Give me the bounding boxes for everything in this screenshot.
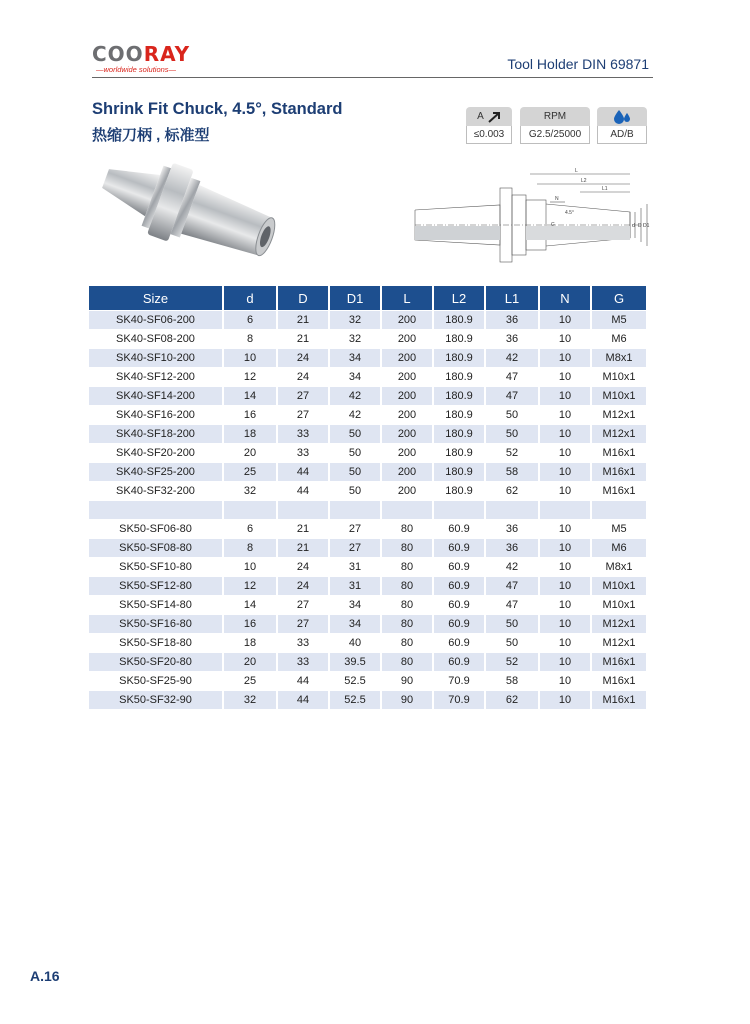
dim-label-angle: 4.5° bbox=[565, 210, 574, 216]
page-number: A.16 bbox=[30, 968, 60, 984]
table-cell: 80 bbox=[381, 596, 433, 615]
table-cell: 18 bbox=[223, 425, 277, 444]
table-cell: M16x1 bbox=[591, 691, 646, 710]
rpm-label: RPM bbox=[520, 107, 590, 126]
table-cell: SK40-SF12-200 bbox=[89, 368, 223, 387]
dim-label-L1: L1 bbox=[602, 186, 608, 192]
table-cell: 12 bbox=[223, 577, 277, 596]
table-cell: SK50-SF10-80 bbox=[89, 558, 223, 577]
table-cell: 10 bbox=[223, 349, 277, 368]
arrow-up-right-icon bbox=[487, 111, 501, 123]
table-cell: 34 bbox=[329, 596, 381, 615]
product-title: Shrink Fit Chuck, 4.5°, Standard bbox=[92, 100, 343, 118]
accuracy-value: ≤0.003 bbox=[466, 126, 512, 144]
table-cell: SK40-SF20-200 bbox=[89, 444, 223, 463]
table-cell: 27 bbox=[277, 406, 329, 425]
table-cell bbox=[329, 501, 381, 520]
table-cell: 50 bbox=[329, 463, 381, 482]
table-cell: 33 bbox=[277, 425, 329, 444]
table-cell: 80 bbox=[381, 615, 433, 634]
table-row bbox=[89, 653, 646, 672]
table-cell: 24 bbox=[277, 577, 329, 596]
table-cell: 10 bbox=[539, 425, 591, 444]
table-row bbox=[89, 349, 646, 368]
table-cell: SK40-SF14-200 bbox=[89, 387, 223, 406]
logo-tagline: —worldwide solutions— bbox=[96, 65, 177, 74]
table-cell: 42 bbox=[329, 406, 381, 425]
table-row bbox=[89, 330, 646, 349]
table-cell: 31 bbox=[329, 558, 381, 577]
table-cell: 21 bbox=[277, 520, 329, 539]
table-cell: 80 bbox=[381, 634, 433, 653]
table-cell: 47 bbox=[485, 387, 539, 406]
table-cell: 44 bbox=[277, 672, 329, 691]
accuracy-spec bbox=[466, 107, 512, 144]
table-cell: 10 bbox=[539, 463, 591, 482]
table-cell: 62 bbox=[485, 691, 539, 710]
table-cell: 24 bbox=[277, 368, 329, 387]
table-cell: 10 bbox=[539, 330, 591, 349]
table-cell: SK40-SF08-200 bbox=[89, 330, 223, 349]
logo-text-suffix: RAY bbox=[143, 42, 191, 66]
table-cell: 52 bbox=[485, 444, 539, 463]
table-cell: 25 bbox=[223, 463, 277, 482]
table-cell: 200 bbox=[381, 368, 433, 387]
table-cell: 60.9 bbox=[433, 653, 485, 672]
dim-label-L2: L2 bbox=[581, 178, 587, 184]
table-cell: M16x1 bbox=[591, 482, 646, 501]
table-cell bbox=[591, 501, 646, 520]
table-cell bbox=[277, 501, 329, 520]
table-cell: 34 bbox=[329, 349, 381, 368]
table-cell: SK50-SF12-80 bbox=[89, 577, 223, 596]
table-cell: 47 bbox=[485, 368, 539, 387]
table-row bbox=[89, 482, 646, 501]
table-cell: M12x1 bbox=[591, 615, 646, 634]
table-row bbox=[89, 425, 646, 444]
table-cell: 42 bbox=[485, 349, 539, 368]
table-cell: 20 bbox=[223, 444, 277, 463]
table-row bbox=[89, 368, 646, 387]
table-cell: 36 bbox=[485, 520, 539, 539]
table-cell: 200 bbox=[381, 330, 433, 349]
dimension-table bbox=[89, 286, 646, 709]
dim-label-N: N bbox=[555, 196, 559, 202]
table-cell: 180.9 bbox=[433, 444, 485, 463]
table-row bbox=[89, 672, 646, 691]
table-cell: M6 bbox=[591, 539, 646, 558]
table-cell: 60.9 bbox=[433, 596, 485, 615]
table-cell: 50 bbox=[485, 615, 539, 634]
table-cell: 180.9 bbox=[433, 330, 485, 349]
table-cell: 60.9 bbox=[433, 577, 485, 596]
coolant-drops-icon bbox=[613, 109, 631, 124]
table-cell: M12x1 bbox=[591, 406, 646, 425]
table-cell: 27 bbox=[277, 387, 329, 406]
table-cell: 24 bbox=[277, 349, 329, 368]
table-cell: 80 bbox=[381, 653, 433, 672]
table-cell: M10x1 bbox=[591, 596, 646, 615]
table-cell: 80 bbox=[381, 539, 433, 558]
table-cell: 180.9 bbox=[433, 482, 485, 501]
table-cell: 24 bbox=[277, 558, 329, 577]
table-cell: 27 bbox=[329, 520, 381, 539]
table-cell: 180.9 bbox=[433, 425, 485, 444]
table-cell: 36 bbox=[485, 330, 539, 349]
column-header: L1 bbox=[485, 286, 539, 311]
table-cell: 180.9 bbox=[433, 311, 485, 330]
table-row bbox=[89, 520, 646, 539]
table-cell: 47 bbox=[485, 577, 539, 596]
table-cell: 58 bbox=[485, 672, 539, 691]
table-cell: 44 bbox=[277, 691, 329, 710]
table-cell bbox=[539, 501, 591, 520]
table-row bbox=[89, 634, 646, 653]
table-cell: 34 bbox=[329, 368, 381, 387]
table-cell: SK50-SF20-80 bbox=[89, 653, 223, 672]
table-cell: 10 bbox=[539, 558, 591, 577]
table-cell: 200 bbox=[381, 349, 433, 368]
dim-label-D1: D1 bbox=[643, 223, 650, 229]
table-cell: SK40-SF25-200 bbox=[89, 463, 223, 482]
table-row bbox=[89, 539, 646, 558]
table-cell: 10 bbox=[539, 596, 591, 615]
column-header: D1 bbox=[329, 286, 381, 311]
table-cell: 50 bbox=[329, 482, 381, 501]
table-cell: 10 bbox=[539, 539, 591, 558]
dim-label-D: D bbox=[638, 223, 642, 229]
table-cell: 70.9 bbox=[433, 691, 485, 710]
table-cell: M5 bbox=[591, 311, 646, 330]
table-cell: 10 bbox=[539, 444, 591, 463]
table-cell: SK40-SF18-200 bbox=[89, 425, 223, 444]
table-cell: 90 bbox=[381, 672, 433, 691]
table-cell: 10 bbox=[539, 520, 591, 539]
table-cell bbox=[89, 501, 223, 520]
table-header-row bbox=[89, 286, 646, 311]
dim-label-L: L bbox=[575, 168, 578, 174]
table-cell: 58 bbox=[485, 463, 539, 482]
table-cell: 50 bbox=[485, 425, 539, 444]
table-row bbox=[89, 463, 646, 482]
table-cell: SK50-SF18-80 bbox=[89, 634, 223, 653]
table-cell: 10 bbox=[539, 691, 591, 710]
table-row bbox=[89, 387, 646, 406]
table-cell: 180.9 bbox=[433, 463, 485, 482]
table-cell: 10 bbox=[539, 311, 591, 330]
table-cell: 10 bbox=[539, 672, 591, 691]
table-cell: 180.9 bbox=[433, 387, 485, 406]
table-cell: 70.9 bbox=[433, 672, 485, 691]
table-cell: 27 bbox=[329, 539, 381, 558]
technical-drawing bbox=[405, 160, 650, 278]
column-header: N bbox=[539, 286, 591, 311]
table-cell: 10 bbox=[539, 634, 591, 653]
column-header: L2 bbox=[433, 286, 485, 311]
table-cell: 200 bbox=[381, 406, 433, 425]
table-cell: 80 bbox=[381, 558, 433, 577]
table-cell: 32 bbox=[329, 330, 381, 349]
table-cell: 80 bbox=[381, 577, 433, 596]
table-row bbox=[89, 311, 646, 330]
table-cell: 6 bbox=[223, 311, 277, 330]
table-cell: M16x1 bbox=[591, 444, 646, 463]
product-photo bbox=[92, 150, 307, 280]
table-cell: 180.9 bbox=[433, 406, 485, 425]
table-row bbox=[89, 444, 646, 463]
table-cell: 33 bbox=[277, 634, 329, 653]
table-cell: 27 bbox=[277, 615, 329, 634]
table-cell: SK50-SF06-80 bbox=[89, 520, 223, 539]
table-cell: SK40-SF10-200 bbox=[89, 349, 223, 368]
table-cell: 33 bbox=[277, 653, 329, 672]
table-cell: 39.5 bbox=[329, 653, 381, 672]
table-cell: M5 bbox=[591, 520, 646, 539]
coolant-value: AD/B bbox=[597, 126, 647, 144]
table-cell: 60.9 bbox=[433, 615, 485, 634]
table-cell: 32 bbox=[223, 482, 277, 501]
table-cell: 18 bbox=[223, 634, 277, 653]
table-cell: 36 bbox=[485, 311, 539, 330]
table-cell bbox=[485, 501, 539, 520]
table-cell: M6 bbox=[591, 330, 646, 349]
table-cell: 27 bbox=[277, 596, 329, 615]
column-header: Size bbox=[89, 286, 223, 311]
table-row bbox=[89, 558, 646, 577]
table-cell: 33 bbox=[277, 444, 329, 463]
table-cell: 52.5 bbox=[329, 691, 381, 710]
table-cell: 21 bbox=[277, 330, 329, 349]
table-cell: 10 bbox=[539, 387, 591, 406]
header-divider bbox=[92, 77, 653, 78]
table-cell: 200 bbox=[381, 425, 433, 444]
table-cell: 10 bbox=[539, 368, 591, 387]
table-cell: 8 bbox=[223, 539, 277, 558]
table-cell: 10 bbox=[539, 349, 591, 368]
table-cell: 62 bbox=[485, 482, 539, 501]
table-cell: 200 bbox=[381, 311, 433, 330]
table-cell: M16x1 bbox=[591, 463, 646, 482]
table-cell: 10 bbox=[539, 406, 591, 425]
table-cell: 21 bbox=[277, 539, 329, 558]
table-cell: 10 bbox=[539, 653, 591, 672]
table-cell: 50 bbox=[329, 444, 381, 463]
table-cell: 200 bbox=[381, 482, 433, 501]
table-cell: 180.9 bbox=[433, 368, 485, 387]
table-cell: 34 bbox=[329, 615, 381, 634]
table-cell: 16 bbox=[223, 615, 277, 634]
table-cell: 60.9 bbox=[433, 634, 485, 653]
company-logo bbox=[92, 44, 212, 74]
table-cell: 44 bbox=[277, 463, 329, 482]
coolant-spec bbox=[597, 107, 647, 144]
table-cell: 80 bbox=[381, 520, 433, 539]
table-cell: 25 bbox=[223, 672, 277, 691]
table-cell: SK40-SF32-200 bbox=[89, 482, 223, 501]
table-cell: 10 bbox=[223, 558, 277, 577]
table-cell: 47 bbox=[485, 596, 539, 615]
column-header: d bbox=[223, 286, 277, 311]
table-cell: 31 bbox=[329, 577, 381, 596]
table-row bbox=[89, 577, 646, 596]
table-cell: 60.9 bbox=[433, 520, 485, 539]
table-cell: 42 bbox=[329, 387, 381, 406]
table-cell: 60.9 bbox=[433, 558, 485, 577]
table-cell: SK50-SF08-80 bbox=[89, 539, 223, 558]
table-cell: 200 bbox=[381, 387, 433, 406]
table-row bbox=[89, 596, 646, 615]
table-row bbox=[89, 691, 646, 710]
table-cell: 50 bbox=[485, 634, 539, 653]
table-cell: 180.9 bbox=[433, 349, 485, 368]
table-cell: M16x1 bbox=[591, 672, 646, 691]
table-cell: 52 bbox=[485, 653, 539, 672]
table-cell bbox=[223, 501, 277, 520]
table-cell: 40 bbox=[329, 634, 381, 653]
table-cell: SK50-SF25-90 bbox=[89, 672, 223, 691]
table-cell: SK40-SF06-200 bbox=[89, 311, 223, 330]
table-cell: M12x1 bbox=[591, 425, 646, 444]
table-cell: 200 bbox=[381, 463, 433, 482]
table-row bbox=[89, 406, 646, 425]
dim-label-d: d bbox=[632, 223, 635, 229]
table-cell: 10 bbox=[539, 615, 591, 634]
table-row bbox=[89, 615, 646, 634]
table-cell: 20 bbox=[223, 653, 277, 672]
column-header: L bbox=[381, 286, 433, 311]
table-cell: 21 bbox=[277, 311, 329, 330]
dim-label-G: G bbox=[551, 222, 555, 228]
table-cell: M16x1 bbox=[591, 653, 646, 672]
table-cell: M10x1 bbox=[591, 387, 646, 406]
table-cell: 42 bbox=[485, 558, 539, 577]
table-cell: 14 bbox=[223, 387, 277, 406]
table-cell: 8 bbox=[223, 330, 277, 349]
logo-text-prefix: COO bbox=[92, 42, 144, 66]
accuracy-label: A bbox=[477, 111, 484, 122]
product-title-chinese: 热缩刀柄 , 标准型 bbox=[92, 127, 210, 144]
column-header: D bbox=[277, 286, 329, 311]
table-cell bbox=[381, 501, 433, 520]
table-cell: M10x1 bbox=[591, 577, 646, 596]
table-cell: 200 bbox=[381, 444, 433, 463]
table-cell: 10 bbox=[539, 482, 591, 501]
table-cell: 12 bbox=[223, 368, 277, 387]
table-cell bbox=[433, 501, 485, 520]
table-cell: 60.9 bbox=[433, 539, 485, 558]
table-cell: 50 bbox=[485, 406, 539, 425]
table-row bbox=[89, 501, 646, 520]
rpm-spec bbox=[520, 107, 590, 144]
table-cell: 16 bbox=[223, 406, 277, 425]
table-cell: M10x1 bbox=[591, 368, 646, 387]
column-header: G bbox=[591, 286, 646, 311]
table-cell: 32 bbox=[329, 311, 381, 330]
table-cell: 36 bbox=[485, 539, 539, 558]
table-cell: 52.5 bbox=[329, 672, 381, 691]
table-cell: M8x1 bbox=[591, 349, 646, 368]
table-cell: 32 bbox=[223, 691, 277, 710]
table-cell: 6 bbox=[223, 520, 277, 539]
table-cell: 90 bbox=[381, 691, 433, 710]
table-cell: 14 bbox=[223, 596, 277, 615]
table-cell: SK50-SF16-80 bbox=[89, 615, 223, 634]
table-cell: 44 bbox=[277, 482, 329, 501]
table-cell: M12x1 bbox=[591, 634, 646, 653]
table-cell: 10 bbox=[539, 577, 591, 596]
table-cell: SK50-SF14-80 bbox=[89, 596, 223, 615]
table-cell: 50 bbox=[329, 425, 381, 444]
table-cell: SK50-SF32-90 bbox=[89, 691, 223, 710]
table-cell: M8x1 bbox=[591, 558, 646, 577]
rpm-value: G2.5/25000 bbox=[520, 126, 590, 144]
table-cell: SK40-SF16-200 bbox=[89, 406, 223, 425]
document-title: Tool Holder DIN 69871 bbox=[507, 56, 649, 72]
